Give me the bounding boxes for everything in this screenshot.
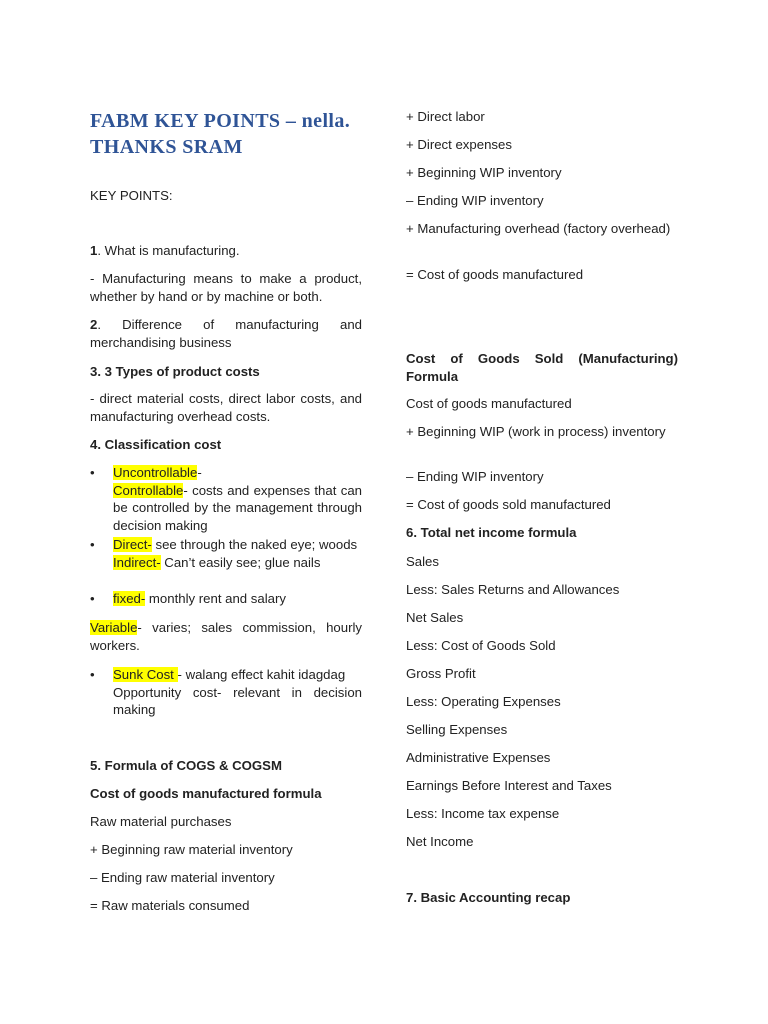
bullet-text-fixed [113, 590, 362, 608]
highlight-direct: Direct- [113, 537, 152, 552]
bullet-text-sunk-cost [113, 666, 362, 719]
document-title [90, 108, 362, 160]
highlight-indirect: Indirect- [113, 554, 161, 570]
bullet-text-segment: - [197, 465, 202, 480]
cogm-line: + Manufacturing overhead (factory overhead) [406, 221, 671, 236]
variable-text: - varies; sales commission, hourly workers. [90, 620, 362, 653]
bullet-text-segment: see through the naked eye; woods [151, 537, 358, 552]
income-line: Gross Profit [406, 666, 476, 681]
question-4-heading: 4. Classification cost [90, 437, 222, 452]
question-2 [90, 316, 362, 351]
cogs-line: – Ending WIP inventory [406, 469, 544, 484]
cogm-heading: Cost of goods manufactured formula [90, 786, 322, 801]
cogm-result: = Cost of goods manufactured [406, 267, 584, 282]
question-2-number: 2 [90, 317, 98, 332]
highlight-variable: Variable [90, 620, 138, 635]
income-line: Less: Cost of Goods Sold [406, 638, 556, 653]
bullet-text-segment: monthly rent and salary [145, 591, 286, 606]
income-line: Earnings Before Interest and Taxes [406, 778, 612, 793]
income-line: Net Sales [406, 610, 464, 625]
bullet-text-controllable [113, 464, 362, 534]
bullet-text-segment: - walang effect kahit idagdag [177, 667, 346, 682]
bullet-text-segment: Opportunity cost- relevant in decision making [113, 684, 362, 717]
question-1-answer: - Manufacturing means to make a product, whether by hand or by machine or both. [90, 271, 362, 304]
bullet-icon: • [90, 465, 95, 480]
bullet-item-controllable [90, 464, 362, 534]
key-points-label: KEY POINTS: [90, 188, 173, 203]
cogm-line: + Beginning raw material inventory [90, 842, 293, 857]
question-3-heading: 3. 3 Types of product costs [90, 364, 260, 379]
cogs-heading: Cost of Goods Sold (Manufacturing) Formula [406, 351, 678, 384]
variable-paragraph [90, 619, 362, 654]
bullet-icon: • [90, 667, 95, 682]
income-line: Net Income [406, 834, 474, 849]
bullet-icon: • [90, 537, 95, 552]
cogs-line: + Beginning WIP (work in process) inventory [406, 424, 666, 439]
question-1-text: . What is manufacturing. [97, 243, 240, 258]
question-2-text: . Difference of manufacturing and merchandising business [90, 317, 362, 350]
question-5-heading: 5. Formula of COGS & COGSM [90, 758, 282, 773]
question-1-number: 1 [90, 243, 98, 258]
bullet-icon: • [90, 591, 95, 606]
bullet-text-segment: - costs and expenses that can be controlled by the management through decision making [113, 482, 362, 533]
cogm-line: + Direct labor [406, 109, 485, 124]
bullet-item-fixed [90, 590, 362, 608]
cogm-line: + Direct expenses [406, 137, 512, 152]
bullet-item-sunk-cost [90, 666, 362, 719]
income-line: Administrative Expenses [406, 750, 551, 765]
question-6-heading: 6. Total net income formula [406, 525, 577, 540]
title-line-1: FABM KEY POINTS – nella. [90, 110, 351, 132]
income-line: Less: Operating Expenses [406, 694, 561, 709]
income-line: Sales [406, 554, 439, 569]
income-line: Less: Income tax expense [406, 806, 560, 821]
question-1 [90, 242, 362, 260]
highlight-uncontrollable: Uncontrollable [113, 465, 198, 480]
cogm-line: – Ending raw material inventory [90, 870, 275, 885]
bullet-text-segment: Can’t easily see; glue nails [160, 554, 321, 570]
cogm-line: Raw material purchases [90, 814, 232, 829]
highlight-controllable: Controllable [113, 482, 184, 498]
highlight-fixed: fixed- [113, 591, 146, 606]
bullet-item-direct [90, 536, 362, 571]
question-7-heading: 7. Basic Accounting recap [406, 890, 571, 905]
cogm-line: = Raw materials consumed [90, 898, 250, 913]
cogs-line: Cost of goods manufactured [406, 396, 572, 411]
cogm-line: – Ending WIP inventory [406, 193, 544, 208]
highlight-sunk-cost: Sunk Cost [113, 667, 178, 682]
bullet-text-direct [113, 536, 362, 571]
cogm-line: + Beginning WIP inventory [406, 165, 562, 180]
question-3-answer: - direct material costs, direct labor costs, and manufacturing overhead costs. [90, 391, 362, 424]
title-line-2: THANKS SRAM [90, 136, 243, 158]
cogs-result: = Cost of goods sold manufactured [406, 497, 611, 512]
income-line: Less: Sales Returns and Allowances [406, 582, 620, 597]
income-line: Selling Expenses [406, 722, 508, 737]
